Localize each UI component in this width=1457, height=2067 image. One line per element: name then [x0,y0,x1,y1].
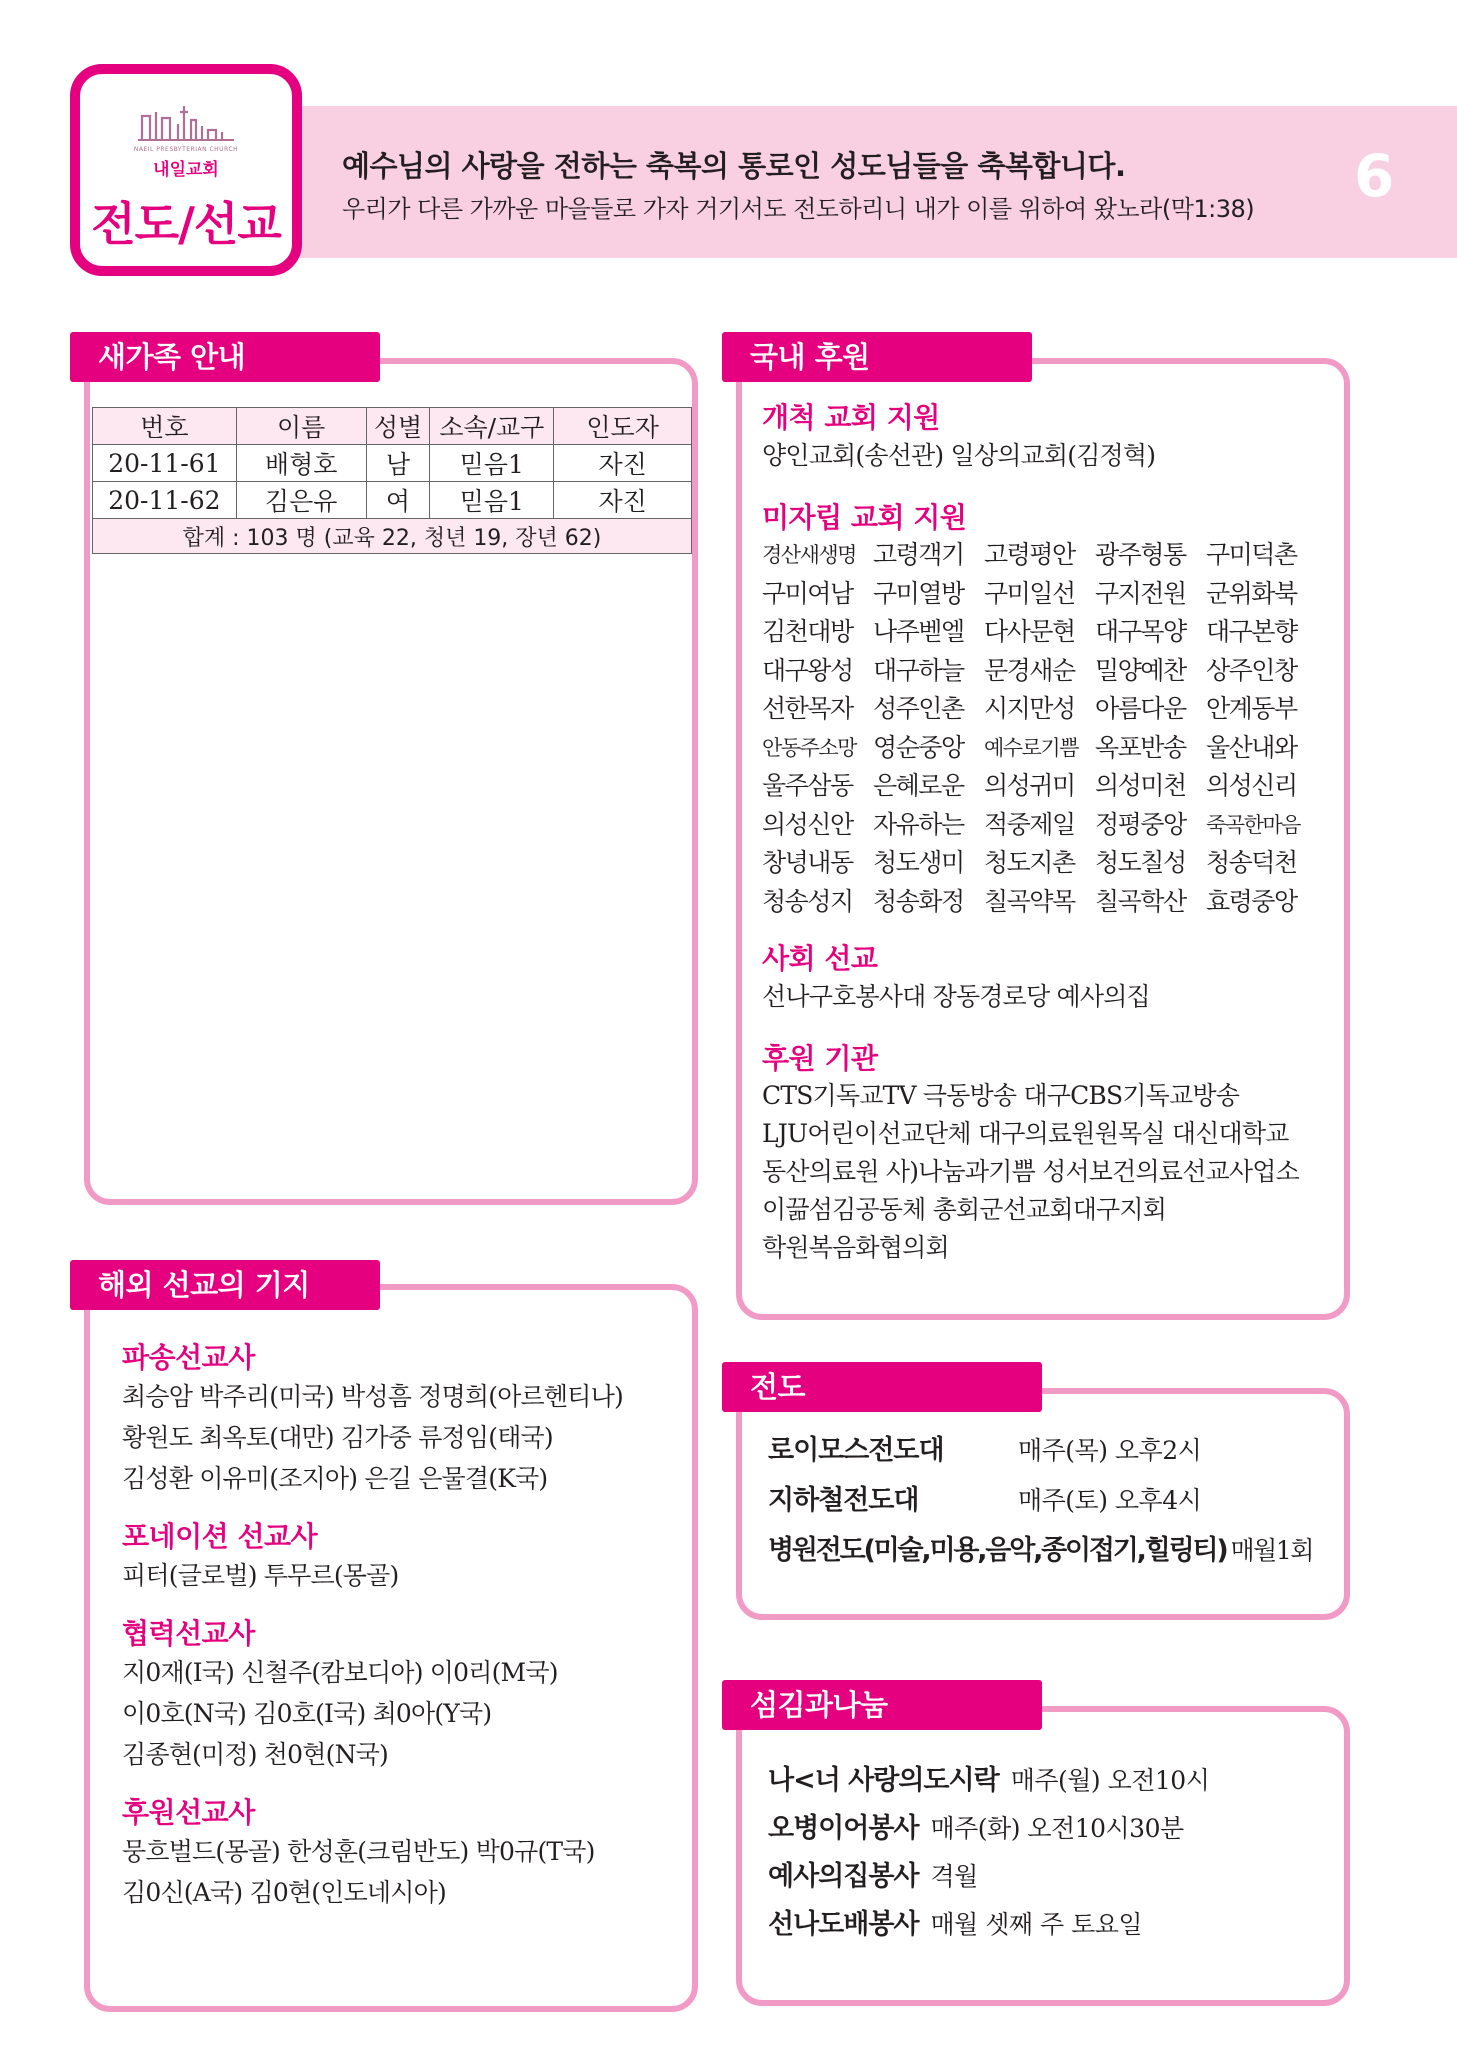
service-item [768,1806,1348,1854]
church-name: 은혜로운 [873,771,964,800]
church-name: 고령객기 [873,540,964,569]
church-name: 구미여남 [762,578,853,608]
service-label: 예사의집봉사 [768,1861,919,1892]
unestablished-heading: 미자립 교회 지원 [762,501,967,534]
service-value: 매주(월) 오전10시 [1010,1766,1210,1795]
col-group: 소속/교구 [430,408,554,445]
church-name: 안동주소망 [762,735,856,760]
domestic-content [762,396,1342,1267]
church-name: 안계동부 [1206,694,1297,723]
evangelism-label: 지하철전도대 [768,1485,919,1516]
church-name: 구미열방 [873,578,964,608]
overseas-heading: 포네이션 선교사 [122,1520,318,1553]
church-name: 고령평안 [984,540,1075,569]
domestic-tab: 국내 후원 [722,332,1032,382]
cell: 20-11-61 [93,445,237,482]
social-heading: 사회 선교 [762,942,878,975]
agencies-heading: 후원 기관 [762,1042,878,1075]
church-name: 아름다운 [1095,694,1186,723]
evangelism-item [768,1528,1348,1578]
church-name: 의성신리 [1206,771,1297,800]
church-name: 나주벧엘 [873,617,964,646]
table-header-row [93,408,692,445]
overseas-line: 김0신(A국) 김0현(인도네시아) [122,1878,446,1907]
service-item [768,1854,1348,1902]
overseas-line: 최승암 박주리(미국) 박성흠 정명희(아르헨티나) [122,1382,623,1411]
overseas-heading: 후원선교사 [122,1796,255,1829]
church-name: 청송화정 [873,886,964,916]
church-name: 적중제일 [984,809,1075,839]
church-name: 옥포반송 [1095,732,1186,762]
church-name: 성주인촌 [873,694,964,723]
header-blessing: 예수님의 사랑을 전하는 축복의 통로인 성도님들을 축복합니다. [342,149,1126,183]
church-logo-icon [136,102,236,142]
church-name: 청도지촌 [984,848,1075,877]
col-number: 번호 [93,408,237,445]
agency-line: 학원복음화협의회 [762,1233,949,1262]
church-name: 예수로기쁨 [984,735,1078,760]
overseas-line: 피터(글로벌) 투무르(몽골) [122,1561,399,1590]
service-content [768,1758,1348,1950]
overseas-content [122,1336,682,1913]
evangelism-content [768,1428,1348,1578]
church-name: 울산내와 [1206,732,1297,762]
church-name: 경산새생명 [762,543,856,567]
church-name: 밀양예찬 [1095,655,1186,685]
church-name: 군위화북 [1206,578,1297,608]
agency-line: CTS기독교TV 극동방송 대구CBS기독교방송 [762,1081,1240,1110]
agency-line: 이끎섬김공동체 총회군선교회대구지회 [762,1195,1167,1224]
church-name: 상주인창 [1206,655,1297,685]
col-gender: 성별 [366,408,430,445]
church-name: 영순중앙 [873,732,964,762]
church-name: 의성귀미 [984,771,1075,800]
cell: 믿음1 [430,445,554,482]
church-name: 다사문현 [984,617,1075,646]
church-name: 구미덕촌 [1206,540,1297,569]
overseas-line: 뭉흐벌드(몽골) 한성훈(크림반도) 박0규(T국) [122,1837,595,1866]
table-total: 합계 : 103 명 (교육 22, 청년 19, 장년 62) [93,519,692,554]
church-name: 광주형통 [1095,540,1186,569]
church-name: 죽곡한마음 [1206,812,1300,837]
evangelism-tab: 전도 [722,1362,1042,1412]
evangelism-item [768,1428,1348,1478]
cell: 20-11-62 [93,482,237,519]
service-value: 매주(화) 오전10시30분 [930,1814,1184,1843]
service-value: 매월 셋째 주 토요일 [930,1910,1143,1939]
new-family-tab: 새가족 안내 [70,332,380,382]
overseas-line: 이0호(N국) 김0호(I국) 최0아(Y국) [122,1699,492,1728]
church-name: 의성미천 [1095,771,1186,800]
church-name: 문경새순 [984,655,1075,685]
overseas-line: 황원도 최옥토(대만) 김가중 류정임(태국) [122,1423,553,1452]
overseas-line: 김종현(미정) 천0현(N국) [122,1740,388,1769]
evangelism-value: 매주(목) 오후2시 [1018,1436,1202,1465]
church-name: 대구목양 [1095,617,1186,646]
church-name: 김천대방 [762,617,853,646]
page-number: 6 [1354,142,1395,210]
service-value: 격월 [930,1862,978,1891]
evangelism-label: 병원전도(미술,미용,음악,종이접기,힐링티) [768,1535,1227,1566]
table-total-row [93,519,692,554]
church-name: 청송성지 [762,886,853,916]
table-row [93,445,692,482]
church-name: 청송덕천 [1206,848,1297,877]
church-name: 칠곡학산 [1095,886,1186,916]
logo-name: 내일교회 [153,160,219,180]
church-name: 청도생미 [873,848,964,877]
evangelism-value: 매월1회 [1230,1536,1313,1565]
church-name: 시지만성 [984,694,1075,723]
church-name: 칠곡약목 [984,886,1075,916]
cell: 자진 [554,445,692,482]
cell: 배형호 [236,445,366,482]
service-label: 나<너 사랑의도시락 [768,1765,999,1796]
service-label: 오병이어봉사 [768,1813,919,1844]
church-name: 창녕내동 [762,848,853,877]
cell: 믿음1 [430,482,554,519]
church-name: 선한목자 [762,694,853,723]
service-item [768,1902,1348,1950]
service-label: 선나도배봉사 [768,1909,919,1940]
church-name: 대구하늘 [873,655,964,685]
cell: 여 [366,482,430,519]
church-name: 구지전원 [1095,578,1186,608]
church-name: 울주삼동 [762,771,853,800]
col-guide: 인도자 [554,408,692,445]
pioneer-line: 양인교회(송선관) 일상의교회(김정혁) [762,441,1156,470]
evangelism-value: 매주(토) 오후4시 [1018,1486,1202,1515]
evangelism-label: 로이모스전도대 [768,1435,944,1466]
cell: 남 [366,445,430,482]
church-name: 청도칠성 [1095,848,1186,877]
church-name: 대구왕성 [762,655,853,685]
cell: 김은유 [236,482,366,519]
church-name: 효령중앙 [1206,886,1297,916]
agency-line: LJU어린이선교단체 대구의료원원목실 대신대학교 [762,1119,1289,1148]
church-name: 구미일선 [984,578,1075,608]
agency-line: 동산의료원 사)나눔과기쁨 성서보건의료선교사업소 [762,1157,1299,1186]
logo-box [70,64,302,276]
church-name: 자유하는 [873,809,964,839]
church-name: 의성신안 [762,809,853,839]
new-family-table [92,407,692,554]
overseas-heading: 협력선교사 [122,1617,255,1650]
social-line: 선나구호봉사대 장동경로당 예사의집 [762,982,1150,1011]
logo-subtitle: NAEIL PRESBYTERIAN CHURCH [133,146,239,153]
overseas-line: 지0재(I국) 신철주(캄보디아) 이0리(M국) [122,1658,558,1687]
service-item [768,1758,1348,1806]
table-row [93,482,692,519]
header-verse: 우리가 다른 가까운 마을들로 가자 거기서도 전도하리니 내가 이를 위하여 왔노라(막1:38) [342,195,1255,223]
service-tab: 섬김과나눔 [722,1680,1042,1730]
church-name: 대구본향 [1206,617,1297,646]
overseas-line: 김성환 이유미(조지아) 은길 은물결(K국) [122,1464,548,1493]
pioneer-heading: 개척 교회 지원 [762,401,940,434]
cell: 자진 [554,482,692,519]
overseas-tab: 해외 선교의 기지 [70,1260,380,1310]
unestablished-church-grid [762,536,1342,921]
col-name: 이름 [236,408,366,445]
evangelism-item [768,1478,1348,1528]
overseas-heading: 파송선교사 [122,1341,255,1374]
section-title: 전도/선교 [91,197,281,251]
church-name: 정평중앙 [1095,809,1186,839]
